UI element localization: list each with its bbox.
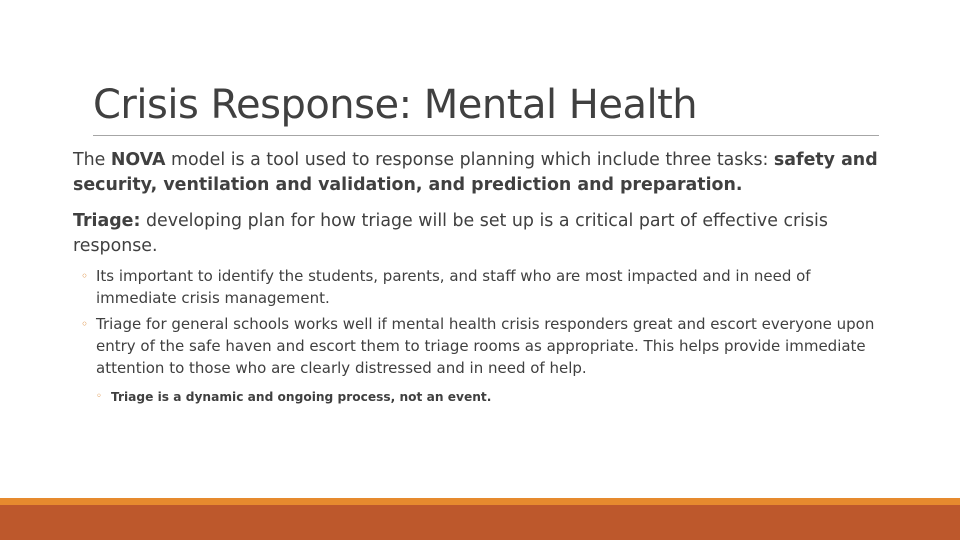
bullet-circle-icon: ◦ (96, 391, 102, 402)
triage-paragraph (73, 209, 893, 259)
nova-bold-word: NOVA (110, 150, 166, 170)
bullet-circle-icon: ◦ (81, 317, 89, 331)
nova-mid-text: model is a tool used to response planning which include three tasks: (165, 150, 774, 170)
nova-pre-text: The (73, 150, 111, 170)
list-item-nested (96, 388, 893, 406)
bullet-text: Its important to identify the students, parents, and staff who are most impacted and in need of immediate crisis management. (96, 267, 811, 307)
slide-body (73, 148, 893, 406)
footer-bar (0, 505, 960, 540)
title-divider (93, 135, 879, 136)
footer-accent-stripe (0, 498, 960, 505)
sub-bullet-text: Triage is a dynamic and ongoing process, not an event. (111, 390, 492, 404)
triage-lead: Triage: (73, 211, 141, 231)
list-item (81, 313, 893, 379)
nova-paragraph (73, 148, 893, 198)
list-item (81, 265, 893, 309)
bullet-circle-icon: ◦ (81, 269, 89, 283)
triage-rest-text: developing plan for how triage will be set up is a critical part of effective crisis response. (73, 211, 828, 256)
nova-tasks-text: safety and security, ventilation and validation, and prediction and preparation. (73, 150, 878, 195)
slide-title: Crisis Response: Mental Health (93, 82, 698, 128)
bullet-text: Triage for general schools works well if mental health crisis responders great and escort everyone upon entry of the safe haven and escort them to triage rooms as appropriate. This helps provide immediate attention to those who are clearly distressed and in need of help. (96, 315, 875, 377)
